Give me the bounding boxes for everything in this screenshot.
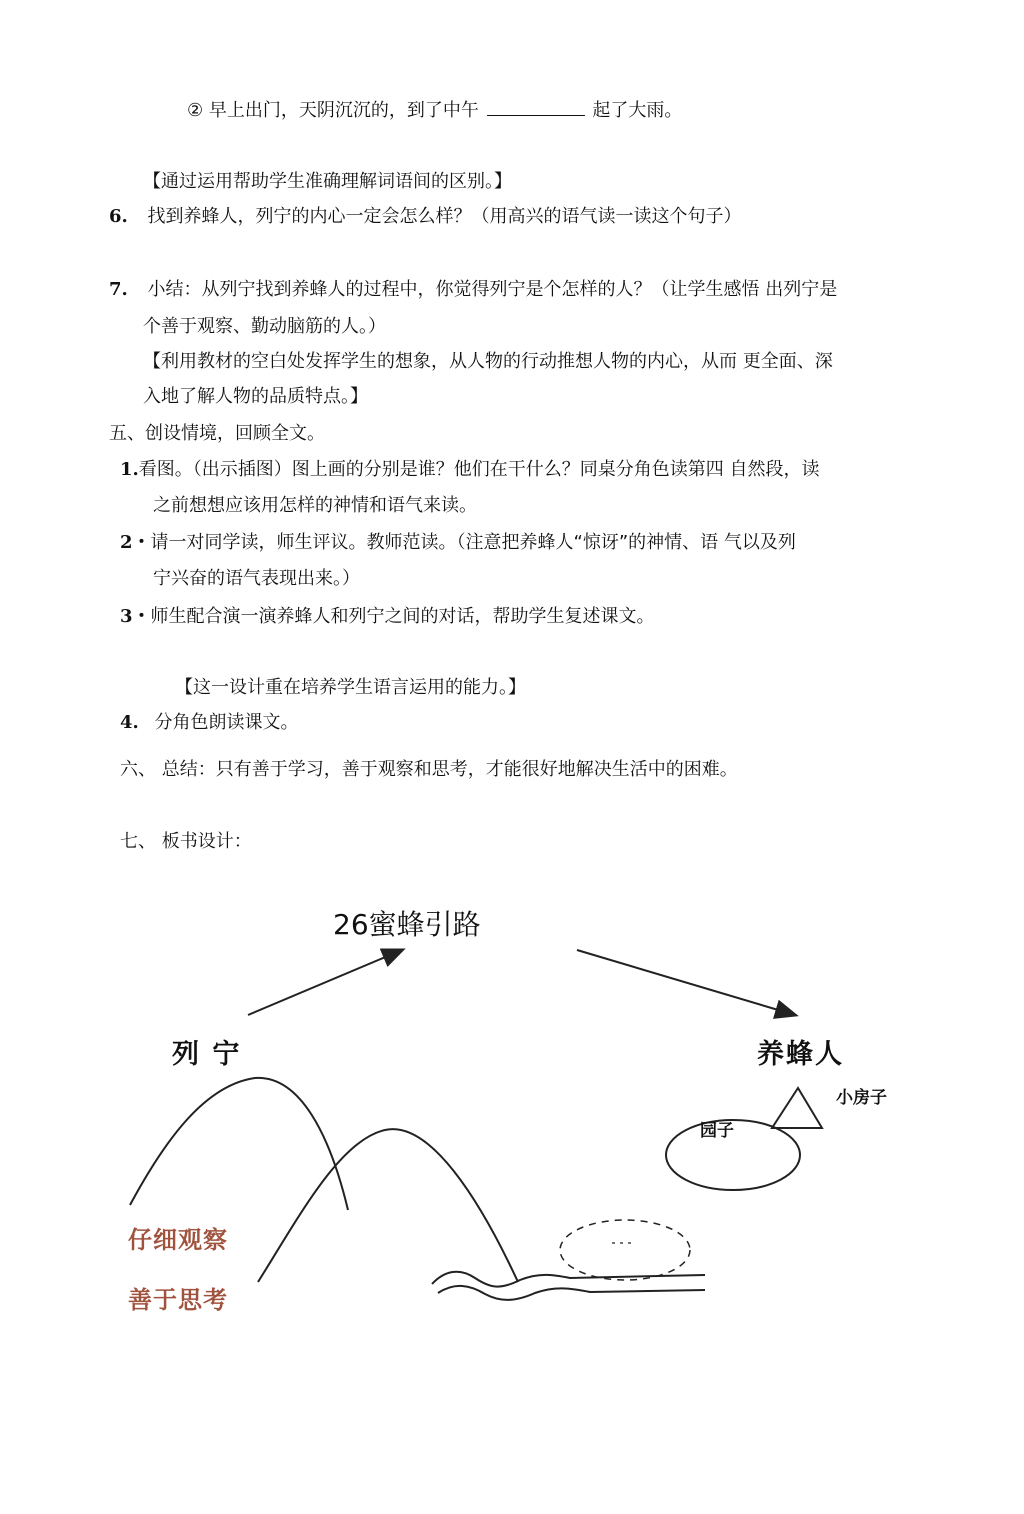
s5-item-3-text: 师生配合演一演养蜂人和列宁之间的对话，帮助学生复述课文。 xyxy=(150,606,655,627)
item-6-number: 6. xyxy=(109,206,128,227)
river-lower xyxy=(438,1286,705,1300)
dashed-circle xyxy=(560,1220,690,1280)
item-7-text-line1: 小结：从列宁找到养蜂人的过程中，你觉得列宁是个怎样的人？（让学生感悟 出列宁是 xyxy=(147,279,838,300)
s5-item-4-number: 4. xyxy=(120,712,139,733)
section-7-heading: 七、 板书设计： xyxy=(120,831,252,852)
s5-item-1-number: 1. xyxy=(120,459,139,480)
item-2-after: 起了大雨。 xyxy=(592,100,683,121)
beekeeper-label: 养蜂人 xyxy=(757,1039,844,1070)
section-6-summary: 六、 总结：只有善于学习，善于观察和思考，才能很好地解决生活中的困难。 xyxy=(120,759,738,780)
s5-item-4-text: 分角色朗读课文。 xyxy=(154,712,299,733)
garden-label: 园子 xyxy=(700,1121,734,1141)
item-6-text: 找到养蜂人，列宁的内心一定会怎么样？（用高兴的语气读一读这个句子） xyxy=(147,206,742,227)
s5-item-3-number: 3・ xyxy=(120,606,151,627)
section-5-heading: 五、创设情境，回顾全文。 xyxy=(109,423,325,444)
note-1: 【通过运用帮助学生准确理解词语间的区别。】 xyxy=(143,171,512,192)
note-2-line1: 【利用教材的空白处发挥学生的想象，从人物的行动推想人物的内心，从而 更全面、深 xyxy=(143,351,833,372)
arrow-to-title xyxy=(248,950,402,1015)
s5-item-2-number: 2・ xyxy=(120,532,151,553)
house-triangle xyxy=(772,1088,822,1128)
board-title: 26蜜蜂引路 xyxy=(333,908,481,941)
s5-item-2-line1: 请一对同学读，师生评议。教师范读。（注意把养蜂人“惊讶”的神情、语 气以及列 xyxy=(150,532,796,553)
arrow-to-beekeeper xyxy=(577,950,795,1015)
note-2-line2: 入地了解人物的品质特点。】 xyxy=(143,386,368,407)
item-2-before: ② 早上出门，天阴沉沉的，到了中午 xyxy=(187,100,479,121)
s5-item-1-line2: 之前想想应该用怎样的神情和语气来读。 xyxy=(153,495,477,516)
note-3: 【这一设计重在培养学生语言运用的能力。】 xyxy=(175,677,526,698)
careful-observation-label: 仔细观察 xyxy=(128,1225,228,1254)
s5-item-1-line1: 看图。（出示插图）图上画的分别是谁？他们在干什么？同桌分角色读第四 自然段，读 xyxy=(138,459,820,480)
item-7-text-line2: 个善于观察、勤动脑筋的人。） xyxy=(143,316,386,337)
mountain-right xyxy=(258,1129,518,1282)
item-7-number: 7. xyxy=(109,279,128,300)
small-house-label: 小房子 xyxy=(836,1088,887,1108)
good-at-thinking-label: 善于思考 xyxy=(128,1285,228,1314)
lenin-label: 列 宁 xyxy=(172,1039,242,1070)
river-upper xyxy=(432,1272,705,1287)
s5-item-2-line2: 宁兴奋的语气表现出来。） xyxy=(153,568,360,589)
